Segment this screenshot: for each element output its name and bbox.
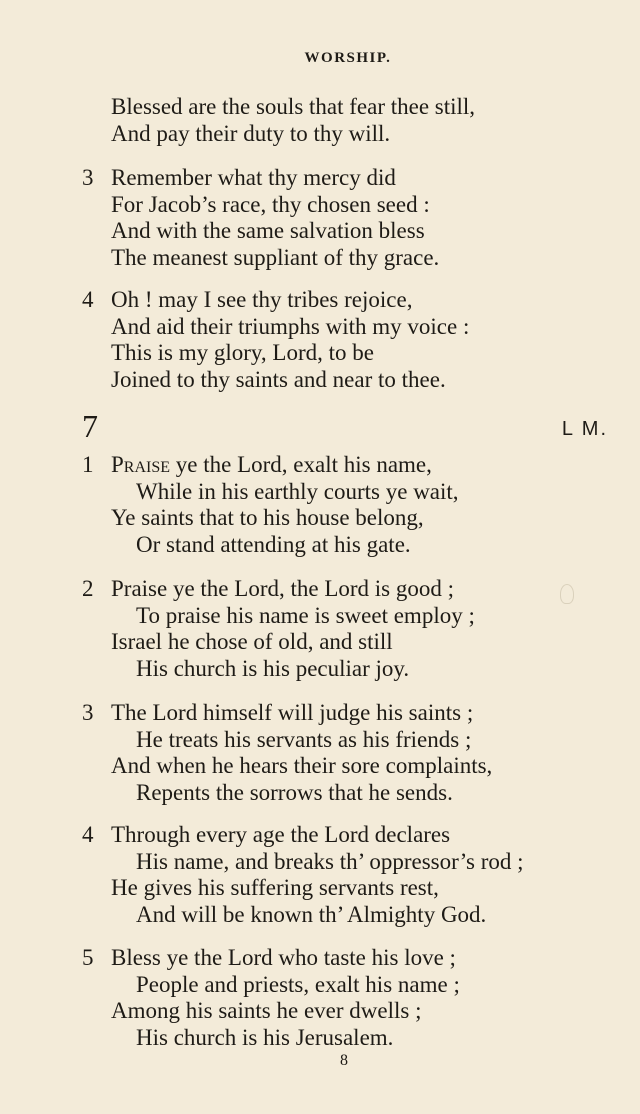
verse-line	[0, 314, 620, 341]
verse-line-text: And pay their duty to thy will.	[111, 120, 391, 146]
verse-line	[0, 505, 620, 532]
verse-line-text: Praise ye the Lord, the Lord is good ;	[111, 576, 455, 601]
verse-line-text: Israel he chose of old, and still	[111, 629, 393, 655]
verse-line	[0, 576, 620, 603]
verse-line	[0, 972, 620, 999]
verse-line	[0, 1025, 620, 1052]
verse-line-text	[111, 452, 432, 479]
verse-line-text: Remember what thy mercy did	[111, 165, 396, 190]
verse-line	[0, 753, 620, 780]
hymn-stanza-1	[0, 452, 620, 559]
verse-line	[0, 700, 620, 727]
hymn-stanza-5	[0, 945, 620, 1052]
verse-line	[0, 727, 620, 754]
verse-line	[0, 121, 620, 148]
verse-line	[0, 192, 620, 219]
verse-line	[0, 287, 620, 314]
hymn-stanza-4	[0, 822, 620, 929]
verse-line-text: His name, and breaks th’ oppressor’s rod ;	[136, 848, 524, 874]
verse-line-text: Blessed are the souls that fear thee still,	[111, 94, 476, 119]
verse-line-text: Repents the sorrows that he sends.	[136, 780, 453, 806]
first-line-rest: ye the Lord, exalt his name,	[170, 452, 432, 477]
stanza-number: 4	[82, 822, 94, 847]
stanza-number: 4	[82, 287, 94, 312]
verse-line	[0, 532, 620, 559]
prev-stanza-4	[0, 287, 620, 394]
verse-line	[0, 902, 620, 929]
verse-line	[0, 165, 620, 192]
verse-line-text: Or stand attending at his gate.	[136, 532, 411, 558]
verse-line-text: This is my glory, Lord, to be	[111, 340, 374, 366]
verse-line	[0, 780, 620, 807]
verse-line-text: He gives his suffering servants rest,	[111, 875, 439, 901]
stanza-number: 2	[82, 576, 94, 601]
verse-line-text: Joined to thy saints and near to thee.	[111, 367, 446, 393]
verse-line-text: People and priests, exalt his name ;	[136, 971, 460, 997]
verse-line	[0, 603, 620, 630]
continued-stanza	[0, 94, 620, 147]
verse-line	[0, 367, 620, 394]
verse-line-text: And when he hears their sore complaints,	[111, 753, 493, 779]
verse-line	[0, 94, 620, 121]
verse-line	[0, 998, 620, 1025]
stanza-number: 3	[82, 700, 94, 725]
verse-line	[0, 945, 620, 972]
running-head: WORSHIP.	[304, 50, 392, 66]
verse-line-text: Through every age the Lord declares	[111, 822, 451, 847]
verse-line-text: His church is his Jerusalem.	[136, 1025, 394, 1051]
verse-line-text: Bless ye the Lord who taste his love ;	[111, 945, 456, 970]
verse-line	[0, 849, 620, 876]
verse-line-text: Among his saints he ever dwells ;	[111, 998, 422, 1024]
verse-line	[0, 656, 620, 683]
verse-line-text: And with the same salvation bless	[111, 218, 425, 244]
verse-line-text: He treats his servants as his friends ;	[136, 726, 472, 752]
meter-label: L M.	[561, 418, 608, 440]
verse-line-text: And will be known th’ Almighty God.	[136, 902, 487, 928]
verse-line	[0, 822, 620, 849]
show-through-mark	[560, 584, 574, 604]
verse-line	[0, 629, 620, 656]
stanza-number: 3	[82, 165, 94, 190]
verse-line-text: The Lord himself will judge his saints ;	[111, 700, 474, 725]
stanza-number: 1	[82, 452, 94, 477]
verse-line	[0, 218, 620, 245]
verse-line	[0, 479, 620, 506]
verse-line-text: To praise his name is sweet employ ;	[136, 602, 475, 628]
verse-line	[0, 875, 620, 902]
verse-line	[0, 245, 620, 272]
verse-line-text: For Jacob’s race, thy chosen seed :	[111, 191, 430, 217]
prev-stanza-3	[0, 165, 620, 272]
hymn-stanza-2	[0, 576, 620, 683]
page-number: 8	[340, 1052, 348, 1069]
verse-line-text: The meanest suppliant of thy grace.	[111, 245, 440, 271]
first-word: Praise	[111, 452, 171, 477]
verse-line	[0, 452, 620, 479]
verse-line-text: And aid their triumphs with my voice :	[111, 313, 470, 339]
hymn-stanza-3	[0, 700, 620, 807]
stanza-number: 5	[82, 945, 94, 970]
verse-line	[0, 340, 620, 367]
verse-line-text: Oh ! may I see thy tribes rejoice,	[111, 287, 413, 312]
verse-line-text: His church is his peculiar joy.	[136, 656, 410, 682]
hymn-number: 7	[82, 408, 98, 444]
verse-line-text: While in his earthly courts ye wait,	[136, 478, 459, 504]
verse-line-text: Ye saints that to his house belong,	[111, 505, 424, 531]
